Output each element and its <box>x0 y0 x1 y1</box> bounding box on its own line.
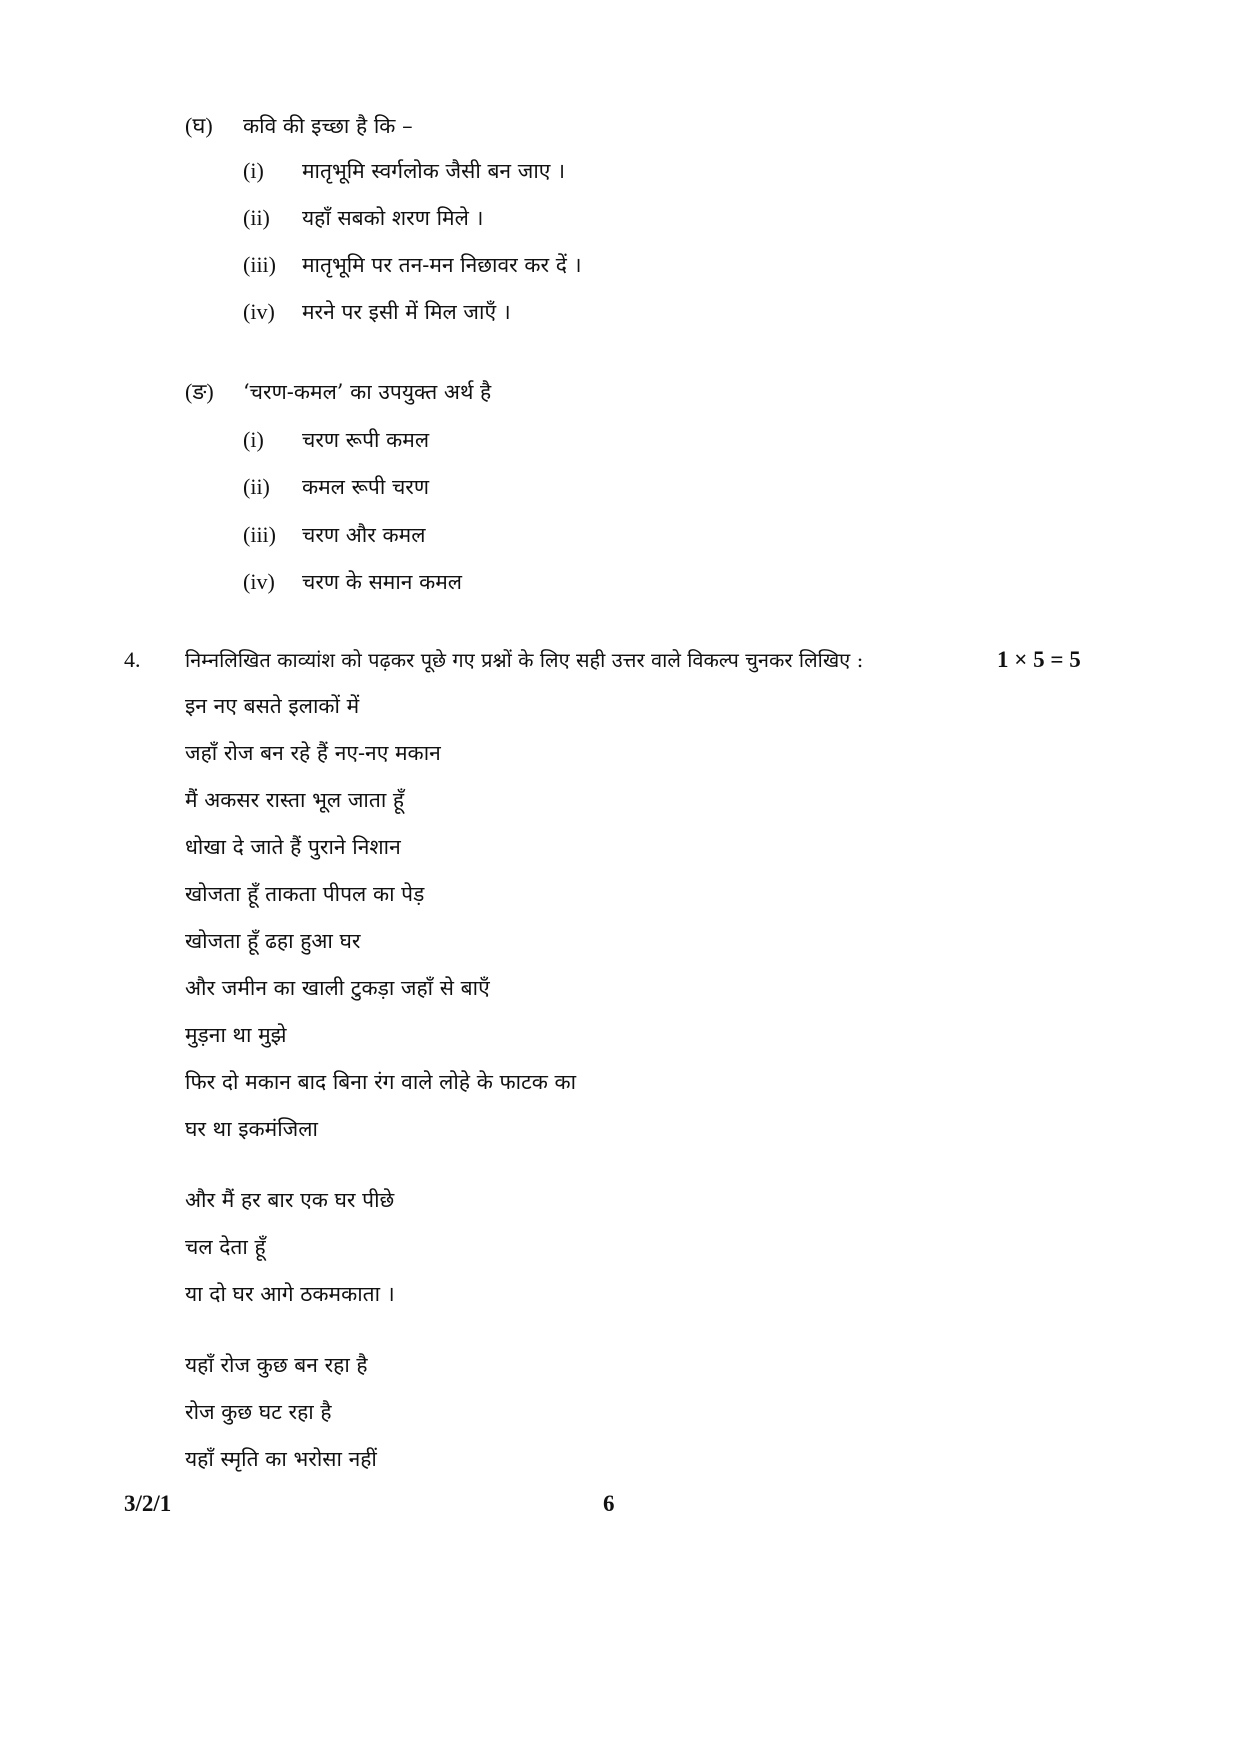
option-text: मरने पर इसी में मिल जाएँ । <box>302 300 511 324</box>
question-number: 4. <box>124 647 141 672</box>
option-text: मातृभूमि स्वर्गलोक जैसी बन जाए । <box>302 159 566 183</box>
option-number: (i) <box>243 427 264 452</box>
option-text: चरण और कमल <box>302 523 426 547</box>
option-text: चरण रूपी कमल <box>302 428 430 452</box>
option-number: (ii) <box>243 205 270 230</box>
option-number: (i) <box>243 158 264 183</box>
option-number: (iii) <box>243 522 276 547</box>
paper-code: 3/2/1 <box>124 1491 172 1516</box>
option-number: (iv) <box>243 299 275 324</box>
poem-line: खोजता हूँ ताकता पीपल का पेड़ <box>185 882 425 906</box>
option-number: (ii) <box>243 474 270 499</box>
poem-line: मुड़ना था मुझे <box>185 1023 287 1047</box>
option-number: (iv) <box>243 569 275 594</box>
question-stem: ‘चरण-कमल’ का उपयुक्त अर्थ है <box>243 380 492 404</box>
option-number: (iii) <box>243 252 276 277</box>
poem-line: फिर दो मकान बाद बिना रंग वाले लोहे के फाटक का <box>185 1070 577 1094</box>
option-text: चरण के समान कमल <box>302 570 463 594</box>
question-stem: कवि की इच्छा है कि – <box>243 114 413 138</box>
poem-line: चल देता हूँ <box>185 1235 266 1259</box>
poem-line: यहाँ रोज कुछ बन रहा है <box>185 1353 368 1377</box>
page-number: 6 <box>603 1491 615 1516</box>
option-text: यहाँ सबको शरण मिले । <box>302 206 484 230</box>
question-label: (घ) <box>185 113 213 138</box>
question-label: (ङ) <box>185 379 214 404</box>
question-instruction: निम्नलिखित काव्यांश को पढ़कर पूछे गए प्रश्नों के लिए सही उत्तर वाले विकल्प चुनकर लिखिए : <box>185 648 864 672</box>
poem-line: घर था इकमंजिला <box>185 1117 318 1141</box>
poem-line: या दो घर आगे ठकमकाता । <box>185 1282 395 1306</box>
option-text: कमल रूपी चरण <box>302 475 430 499</box>
poem-line: धोखा दे जाते हैं पुराने निशान <box>185 835 401 859</box>
poem-line: इन नए बसते इलाकों में <box>185 694 360 718</box>
poem-line: यहाँ स्मृति का भरोसा नहीं <box>185 1447 377 1471</box>
poem-line: रोज कुछ घट रहा है <box>185 1400 332 1424</box>
poem-line: और मैं हर बार एक घर पीछे <box>185 1188 395 1212</box>
poem-line: खोजता हूँ ढहा हुआ घर <box>185 929 361 953</box>
marks-allocation: 1 × 5 = 5 <box>997 647 1081 672</box>
poem-line: जहाँ रोज बन रहे हैं नए-नए मकान <box>185 741 441 765</box>
poem-line: मैं अकसर रास्ता भूल जाता हूँ <box>185 788 405 812</box>
poem-line: और जमीन का खाली टुकड़ा जहाँ से बाएँ <box>185 976 490 1000</box>
option-text: मातृभूमि पर तन-मन निछावर कर दें । <box>302 253 582 277</box>
